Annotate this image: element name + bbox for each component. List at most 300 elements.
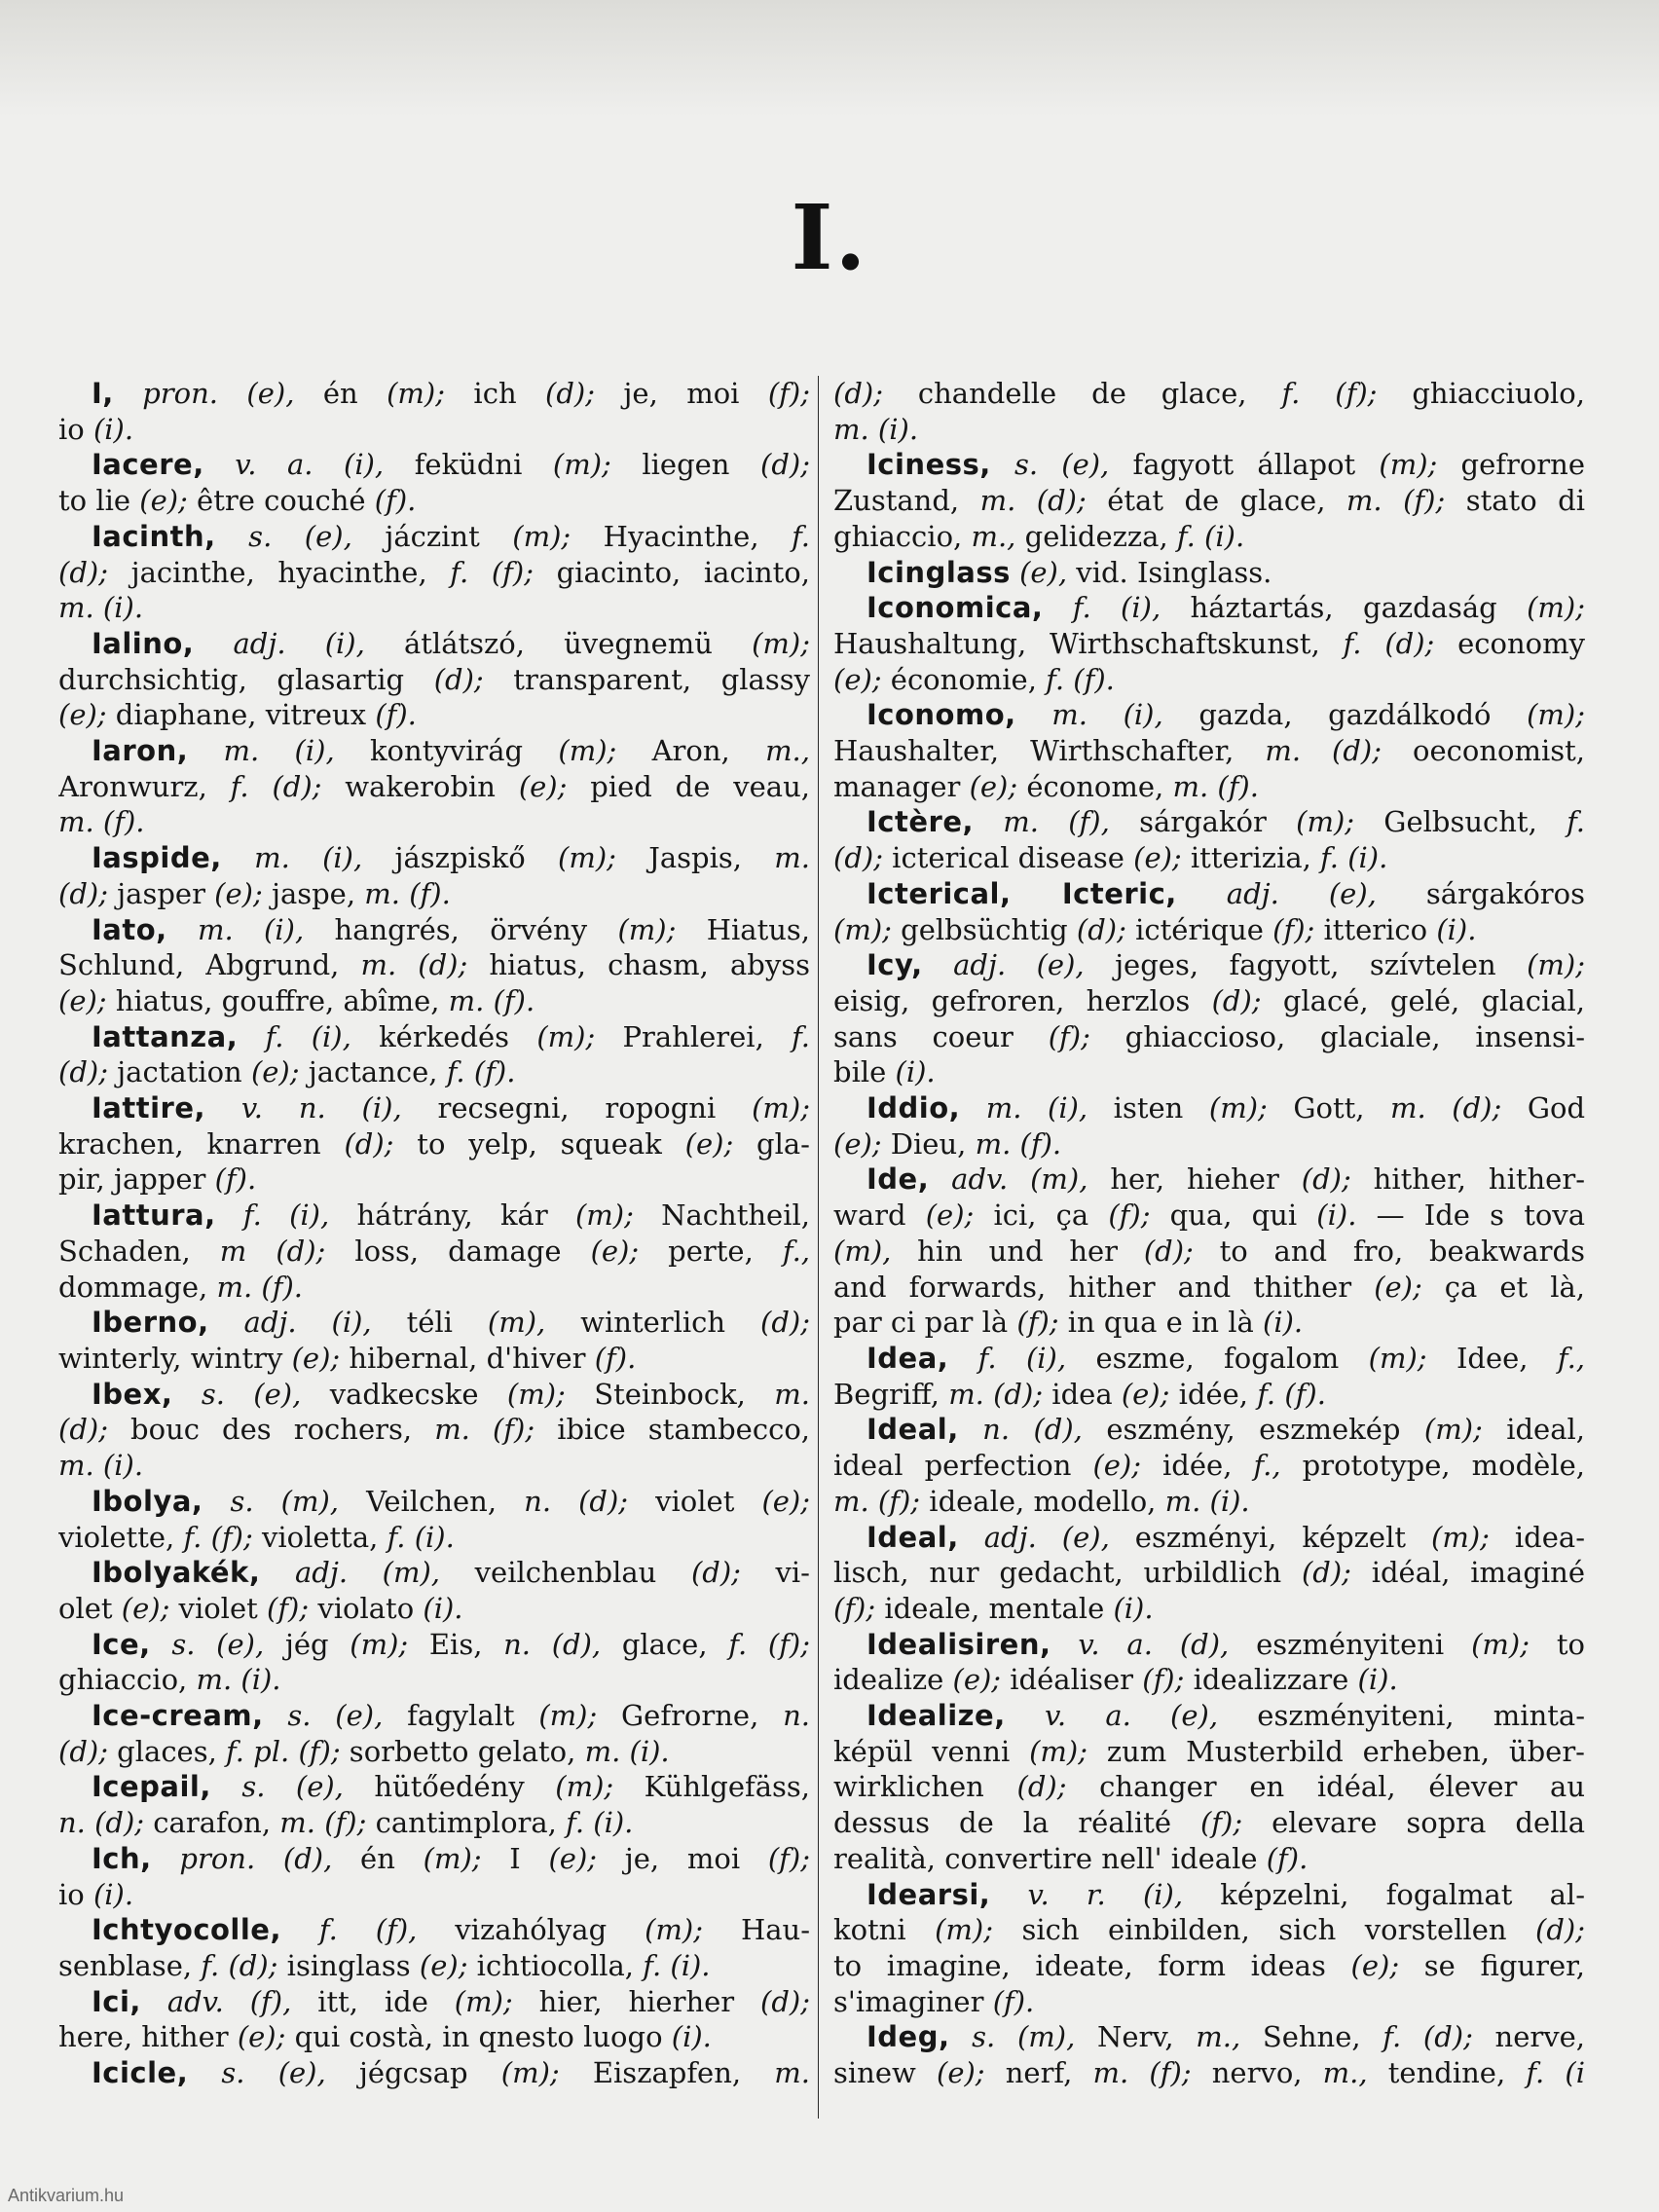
translation-text: gla-: [733, 1126, 810, 1161]
headword: Ialino,: [92, 626, 195, 660]
grammar-label: (d);: [1143, 1234, 1194, 1268]
entry-headword-line: [833, 590, 1585, 626]
translation-text: idée,: [1169, 1377, 1258, 1411]
grammar-label: adv. (m),: [929, 1162, 1088, 1197]
entry-headword-line: [833, 804, 1585, 840]
translation-text: économe,: [1017, 769, 1173, 803]
entry-line: [833, 1841, 1585, 1877]
grammar-label: f. (i).: [1176, 519, 1245, 553]
translation-text: jactance,: [299, 1055, 447, 1089]
grammar-label: (e);: [139, 484, 188, 518]
entry-headword-line: [58, 1019, 810, 1055]
translation-text: jég: [264, 1627, 350, 1661]
grammar-label: m. (f).: [58, 805, 145, 839]
grammar-label: m (d);: [219, 1234, 326, 1268]
translation-text: kérkedés: [350, 1019, 537, 1053]
grammar-label: f. (i),: [948, 1341, 1067, 1375]
headword: Ich,: [92, 1841, 152, 1875]
entry-headword-line: [58, 1841, 810, 1877]
entry-headword-line: [58, 1769, 810, 1805]
grammar-label: m.,: [765, 734, 810, 768]
entry-headword-line: [58, 1698, 810, 1734]
translation-text: Jaspis,: [615, 841, 775, 875]
translation-text: Sehne,: [1240, 2020, 1383, 2054]
grammar-label: v. a. (d),: [1051, 1627, 1230, 1661]
translation-text: Schlund, Abgrund,: [58, 948, 361, 982]
grammar-label: f.,: [1557, 1341, 1585, 1375]
grammar-label: (e);: [1133, 841, 1182, 875]
entry-line: [833, 1126, 1585, 1162]
entry-line: [58, 1877, 810, 1913]
entry-headword-line: [58, 519, 810, 555]
grammar-label: m. (f).: [975, 1126, 1062, 1161]
grammar-label: (m);: [350, 1627, 409, 1661]
translation-text: her, hieher: [1088, 1162, 1302, 1197]
grammar-label: m. (f).: [448, 983, 535, 1017]
grammar-label: (d);: [833, 377, 883, 410]
translation-text: fagyott állapot: [1109, 448, 1380, 482]
translation-text: fagylalt: [383, 1699, 539, 1733]
entry-line: [58, 1341, 810, 1377]
translation-text: glace,: [601, 1627, 729, 1661]
grammar-label: (i).: [1316, 1198, 1357, 1233]
headword: Iddio,: [866, 1091, 961, 1125]
translation-text: eszményiteni, minta-: [1218, 1699, 1585, 1733]
translation-text: én: [294, 377, 387, 410]
entry-line: [58, 1805, 810, 1841]
entry-headword-line: [58, 1555, 810, 1591]
translation-text: eszmény, eszmekép: [1082, 1413, 1424, 1447]
grammar-label: n. (d),: [503, 1627, 602, 1661]
translation-text: Nachtheil,: [633, 1198, 810, 1233]
translation-text: liegen: [610, 448, 761, 482]
translation-text: lisch, nur gedacht, urbildlich: [833, 1556, 1302, 1590]
grammar-label: (f);: [267, 1591, 310, 1625]
headword: Iattura,: [92, 1198, 216, 1233]
translation-text: Gefrorne,: [597, 1699, 784, 1733]
translation-text: God: [1501, 1091, 1585, 1125]
translation-text: olet: [58, 1591, 122, 1625]
grammar-label: (f).: [214, 1162, 257, 1197]
entry-headword-line: [58, 1305, 810, 1341]
headword: Iaron,: [92, 734, 189, 768]
translation-text: realità, convertire nell' ideale: [833, 1841, 1267, 1875]
translation-text: idéal, imaginé: [1350, 1556, 1585, 1590]
entry-line: [58, 1234, 810, 1270]
translation-text: ideal perfection: [833, 1449, 1093, 1483]
translation-text: nerf,: [984, 2056, 1093, 2090]
grammar-label: (f);: [767, 377, 810, 410]
translation-text: elevare sopra della: [1242, 1806, 1585, 1840]
entry-line: [833, 1484, 1585, 1520]
headword: Ideg,: [866, 2020, 950, 2054]
grammar-label: (m);: [1296, 805, 1355, 839]
grammar-label: (m);: [935, 1913, 993, 1947]
entry-headword-line: [833, 1412, 1585, 1448]
entry-line: [58, 1270, 810, 1306]
translation-text: oeconomist,: [1382, 734, 1585, 768]
translation-text: — Ide s tova: [1356, 1198, 1585, 1233]
entry-headword-line: [833, 1520, 1585, 1556]
translation-text: itt, ide: [291, 1984, 455, 2018]
grammar-label: (f);: [1016, 1306, 1059, 1340]
translation-text: loss, damage: [325, 1234, 591, 1268]
entry-headword-line: [58, 1198, 810, 1234]
grammar-label: (f);: [1272, 912, 1315, 946]
translation-text: eszményiteni: [1229, 1627, 1472, 1661]
grammar-label: f.: [1567, 805, 1585, 839]
headword: Idealisiren,: [866, 1627, 1051, 1661]
entry-headword-line: [833, 1341, 1585, 1377]
translation-text: jasper: [107, 876, 215, 910]
entry-line: [58, 1734, 810, 1770]
translation-text: vadkecske: [301, 1377, 507, 1411]
grammar-label: (e);: [237, 2020, 286, 2054]
translation-text: idée,: [1141, 1449, 1254, 1483]
grammar-label: n. (d),: [958, 1413, 1083, 1447]
grammar-label: n. (d);: [58, 1806, 145, 1840]
grammar-label: (e);: [761, 1484, 810, 1518]
headword: Iciness,: [866, 448, 991, 482]
translation-text: Schaden,: [58, 1234, 220, 1268]
translation-text: itterico: [1314, 912, 1437, 946]
translation-text: nervo,: [1191, 2056, 1323, 2090]
translation-text: icterical disease: [882, 841, 1134, 875]
entry-line: [833, 1270, 1585, 1306]
grammar-label: n.: [783, 1699, 810, 1733]
grammar-label: m. (f);: [1346, 484, 1446, 518]
grammar-label: (d);: [1016, 1770, 1067, 1804]
translation-text: ictérique: [1125, 912, 1273, 946]
headword: Iattire,: [92, 1091, 206, 1125]
grammar-label: (i).: [895, 1055, 936, 1089]
grammar-label: m. (f);: [279, 1806, 367, 1840]
headword: Ice,: [92, 1627, 151, 1661]
grammar-label: (f);: [833, 1591, 876, 1625]
entry-line: [58, 1662, 810, 1698]
translation-text: sich einbilden, sich vorstellen: [993, 1913, 1536, 1947]
entry-line: [58, 804, 810, 840]
translation-text: carafon,: [144, 1806, 280, 1840]
grammar-label: f. (d);: [201, 1948, 278, 1982]
entry-line: [833, 1377, 1585, 1413]
grammar-label: (e);: [250, 1055, 300, 1089]
translation-text: Hau-: [703, 1913, 810, 1947]
grammar-label: m. (i).: [833, 412, 919, 446]
translation-text: Haushalter, Wirthschafter,: [833, 734, 1266, 768]
entry-line: [833, 519, 1585, 555]
headword: Iacere,: [92, 448, 204, 482]
grammar-label: adj. (m),: [260, 1556, 441, 1590]
grammar-label: adj. (e),: [1176, 876, 1377, 910]
grammar-label: (e);: [590, 1234, 640, 1268]
translation-text: ça et là,: [1421, 1270, 1585, 1304]
grammar-label: (i).: [1357, 1663, 1398, 1697]
translation-text: hin und her: [891, 1234, 1144, 1268]
grammar-label: (f);: [1108, 1198, 1151, 1233]
translation-text: idealizzare: [1184, 1663, 1358, 1697]
entry-headword-line: [58, 1627, 810, 1663]
entry-line: [833, 1234, 1585, 1270]
entry-line: [58, 1161, 810, 1198]
grammar-label: (m);: [538, 1699, 598, 1733]
headword: Iato,: [92, 912, 167, 946]
translation-text: to and fro, beakwards: [1193, 1234, 1585, 1268]
translation-text: kotni: [833, 1913, 936, 1947]
grammar-label: m. (f).: [216, 1270, 303, 1304]
grammar-label: m. (d);: [979, 484, 1087, 518]
grammar-label: (m),: [487, 1306, 546, 1340]
headword: Iattanza,: [92, 1019, 239, 1053]
translation-text: sinew: [833, 2056, 937, 2090]
headword: I,: [92, 377, 114, 410]
translation-text: hibernal, d'hiver: [340, 1341, 595, 1375]
entry-line: [833, 2055, 1585, 2091]
grammar-label: (m);: [558, 841, 616, 875]
grammar-label: (m);: [1029, 1734, 1088, 1768]
translation-text: képzelni, fogalmat al-: [1183, 1877, 1585, 1911]
translation-text: ibice stambecco,: [535, 1413, 810, 1447]
translation-text: jactation: [107, 1055, 251, 1089]
headword: Iconomo,: [866, 698, 1016, 732]
grammar-label: (f).: [992, 1984, 1035, 2018]
entry-headword-line: [833, 1627, 1585, 1663]
grammar-label: (d);: [58, 876, 108, 910]
translation-text: here, hither: [58, 2020, 238, 2054]
grammar-label: (e);: [419, 1948, 468, 1982]
entry-headword-line: [833, 1161, 1585, 1198]
grammar-label: f. (i).: [387, 1520, 455, 1554]
grammar-label: (e);: [1121, 1377, 1170, 1411]
grammar-label: s. (e),: [210, 1770, 344, 1804]
translation-text: sárgakóros: [1376, 876, 1585, 910]
entry-line: [833, 1555, 1585, 1591]
grammar-label: (e);: [1092, 1449, 1141, 1483]
translation-text: jászpiskő: [362, 841, 559, 875]
grammar-label: f. (i),: [215, 1198, 330, 1233]
grammar-label: (e);: [684, 1126, 734, 1161]
grammar-label: pron. (e),: [113, 377, 295, 410]
translation-text: Kühlgefäss,: [613, 1770, 810, 1804]
grammar-label: (m);: [454, 1984, 513, 2018]
grammar-label: (f).: [1266, 1841, 1309, 1875]
headword: Icterical, Icteric,: [866, 876, 1177, 910]
grammar-label: (e);: [518, 769, 568, 803]
translation-text: io: [58, 412, 93, 446]
translation-text: violette,: [58, 1520, 184, 1554]
translation-text: Veilchen,: [339, 1484, 525, 1518]
grammar-label: f. (i),: [238, 1019, 351, 1053]
translation-text: bile: [833, 1055, 896, 1089]
translation-text: bouc des rochers,: [107, 1413, 435, 1447]
translation-text: winterly, wintry: [58, 1341, 292, 1375]
grammar-label: f. (f);: [183, 1520, 253, 1554]
grammar-label: (d);: [1301, 1162, 1351, 1197]
translation-text: ward: [833, 1198, 926, 1233]
translation-text: Eiszapfen,: [559, 2056, 775, 2090]
translation-text: háztartás, gazdaság: [1161, 591, 1528, 625]
translation-text: én: [332, 1841, 424, 1875]
grammar-label: (m);: [512, 519, 571, 553]
entry-line: [58, 555, 810, 591]
grammar-label: (d);: [1211, 983, 1262, 1017]
entry-line: [58, 483, 810, 519]
grammar-label: (f);: [767, 1841, 810, 1875]
grammar-label: (i).: [1263, 1306, 1304, 1340]
entry-headword-line: [833, 555, 1585, 591]
translation-text: ichtiocolla,: [467, 1948, 644, 1982]
grammar-label: f. (i).: [566, 1806, 634, 1840]
grammar-label: (d);: [760, 448, 810, 482]
grammar-label: (m);: [645, 1913, 704, 1947]
translation-text: winterlich: [545, 1306, 761, 1340]
grammar-label: m. (i).: [1164, 1484, 1250, 1518]
entry-line: [58, 1591, 810, 1627]
grammar-label: f.,: [1253, 1449, 1281, 1483]
translation-text: violato: [309, 1591, 424, 1625]
translation-text: Hyacinthe,: [571, 519, 793, 553]
grammar-label: (e);: [1350, 1948, 1400, 1982]
entry-line: [833, 1591, 1585, 1627]
grammar-label: (d);: [1535, 1913, 1585, 1947]
translation-text: pied de veau,: [567, 769, 810, 803]
translation-text: képül venni: [833, 1734, 1030, 1768]
headword: Ideal,: [866, 1520, 959, 1554]
entry-headword-line: [833, 697, 1585, 733]
grammar-label: s. (e),: [990, 448, 1110, 482]
translation-text: tendine,: [1367, 2056, 1527, 2090]
translation-text: gazda, gazdálkodó: [1162, 698, 1528, 732]
translation-text: je, moi: [597, 1841, 768, 1875]
grammar-label: (e);: [952, 1663, 1002, 1697]
entry-line: [58, 1520, 810, 1556]
headword: Ibolya,: [92, 1484, 203, 1518]
translation-text: ghiacciuolo,: [1377, 377, 1585, 410]
grammar-label: f. (i).: [1320, 841, 1388, 875]
previous-page-bleed: [0, 0, 1659, 117]
translation-text: kontyvirág: [334, 734, 559, 768]
headword: Ictère,: [866, 805, 974, 839]
grammar-label: (d);: [58, 1734, 108, 1768]
grammar-label: (e);: [58, 983, 107, 1017]
translation-text: téli: [371, 1306, 488, 1340]
headword: Iberno,: [92, 1306, 209, 1340]
translation-text: recsegni, ropogni: [401, 1091, 753, 1125]
translation-text: vid. Isinglass.: [1067, 555, 1272, 589]
grammar-label: (d);: [1301, 1556, 1351, 1590]
grammar-label: (e);: [291, 1341, 341, 1375]
headword: Ideal,: [866, 1413, 959, 1447]
grammar-label: v. n. (i),: [205, 1091, 402, 1125]
headword: Ici,: [92, 1984, 141, 2018]
grammar-label: (m);: [423, 1841, 482, 1875]
grammar-label: (m);: [387, 377, 446, 410]
entry-line: [833, 1984, 1585, 2020]
translation-text: sans coeur: [833, 1019, 1049, 1053]
translation-text: Steinbock,: [565, 1377, 775, 1411]
entry-line: [833, 1769, 1585, 1805]
grammar-label: (m);: [552, 448, 611, 482]
translation-text: hütőedény: [343, 1770, 556, 1804]
translation-text: átlátszó, üvegnemü: [364, 626, 753, 660]
entry-line: [833, 733, 1585, 769]
grammar-label: (e);: [121, 1591, 170, 1625]
translation-text: cantimplora,: [366, 1806, 567, 1840]
translation-text: hiatus, chasm, abyss: [467, 948, 810, 982]
grammar-label: (m);: [833, 912, 892, 946]
grammar-label: s. (e),: [263, 1699, 384, 1733]
translation-text: idéaliser: [1001, 1663, 1143, 1697]
grammar-label: f. (f),: [281, 1913, 418, 1947]
grammar-label: m. (f);: [434, 1413, 535, 1447]
translation-text: wakerobin: [321, 769, 519, 803]
entry-headword-line: [58, 840, 810, 876]
translation-text: jaspe,: [262, 876, 365, 910]
grammar-label: (m);: [1423, 1413, 1483, 1447]
translation-text: Haushaltung, Wirthschaftskunst,: [833, 626, 1344, 660]
translation-text: Dieu,: [881, 1126, 976, 1161]
entry-headword-line: [833, 447, 1585, 483]
grammar-label: (m);: [752, 626, 810, 660]
grammar-label: f. (i).: [643, 1948, 711, 1982]
entry-headword-line: [58, 912, 810, 948]
translation-text: stato di: [1445, 484, 1585, 518]
translation-text: glacé, gelé, glacial,: [1261, 983, 1585, 1017]
grammar-label: pron. (d),: [151, 1841, 333, 1875]
entry-line: [833, 376, 1585, 412]
translation-text: ideal,: [1482, 1413, 1585, 1447]
grammar-label: (m);: [1431, 1520, 1490, 1554]
entry-headword-line: [833, 876, 1585, 912]
headword: Ibex,: [92, 1377, 173, 1411]
translation-text: Gott,: [1267, 1091, 1391, 1125]
translation-text: jégcsap: [325, 2056, 501, 2090]
headword: Idearsi,: [866, 1877, 991, 1911]
grammar-label: m. (i).: [196, 1663, 281, 1697]
grammar-label: m. (d);: [1265, 734, 1382, 768]
grammar-label: (d);: [58, 1055, 108, 1089]
grammar-label: m. (f).: [1172, 769, 1259, 803]
translation-text: to yelp, squeak: [393, 1126, 685, 1161]
entry-line: [833, 662, 1585, 698]
translation-text: idea: [1043, 1377, 1122, 1411]
grammar-label: (e);: [1374, 1270, 1422, 1304]
grammar-label: (m);: [1471, 1627, 1530, 1661]
translation-text: ideale, modello,: [920, 1484, 1165, 1518]
translation-text: idealize: [833, 1663, 953, 1697]
translation-text: vi-: [740, 1556, 810, 1590]
translation-text: être couché: [187, 484, 375, 518]
translation-text: ici, ça: [974, 1198, 1109, 1233]
grammar-label: (m);: [617, 912, 677, 946]
grammar-label: f. (f).: [1046, 662, 1115, 696]
entry-headword-line: [58, 447, 810, 483]
grammar-label: (m);: [1527, 591, 1585, 625]
entry-line: [833, 912, 1585, 948]
translation-text: to imagine, ideate, form ideas: [833, 1948, 1351, 1982]
translation-text: hither, hither-: [1350, 1162, 1585, 1197]
translation-text: Zustand,: [833, 484, 980, 518]
entry-headword-line: [58, 1377, 810, 1413]
translation-text: violet: [169, 1591, 267, 1625]
headword: Ichtyocolle,: [92, 1913, 281, 1947]
grammar-label: f. (f);: [1281, 377, 1378, 410]
grammar-label: (i).: [92, 412, 134, 446]
translation-text: itterizia,: [1181, 841, 1321, 875]
translation-text: isten: [1088, 1091, 1209, 1125]
translation-text: hiatus, gouffre, abîme,: [106, 983, 449, 1017]
entry-line: [833, 483, 1585, 519]
